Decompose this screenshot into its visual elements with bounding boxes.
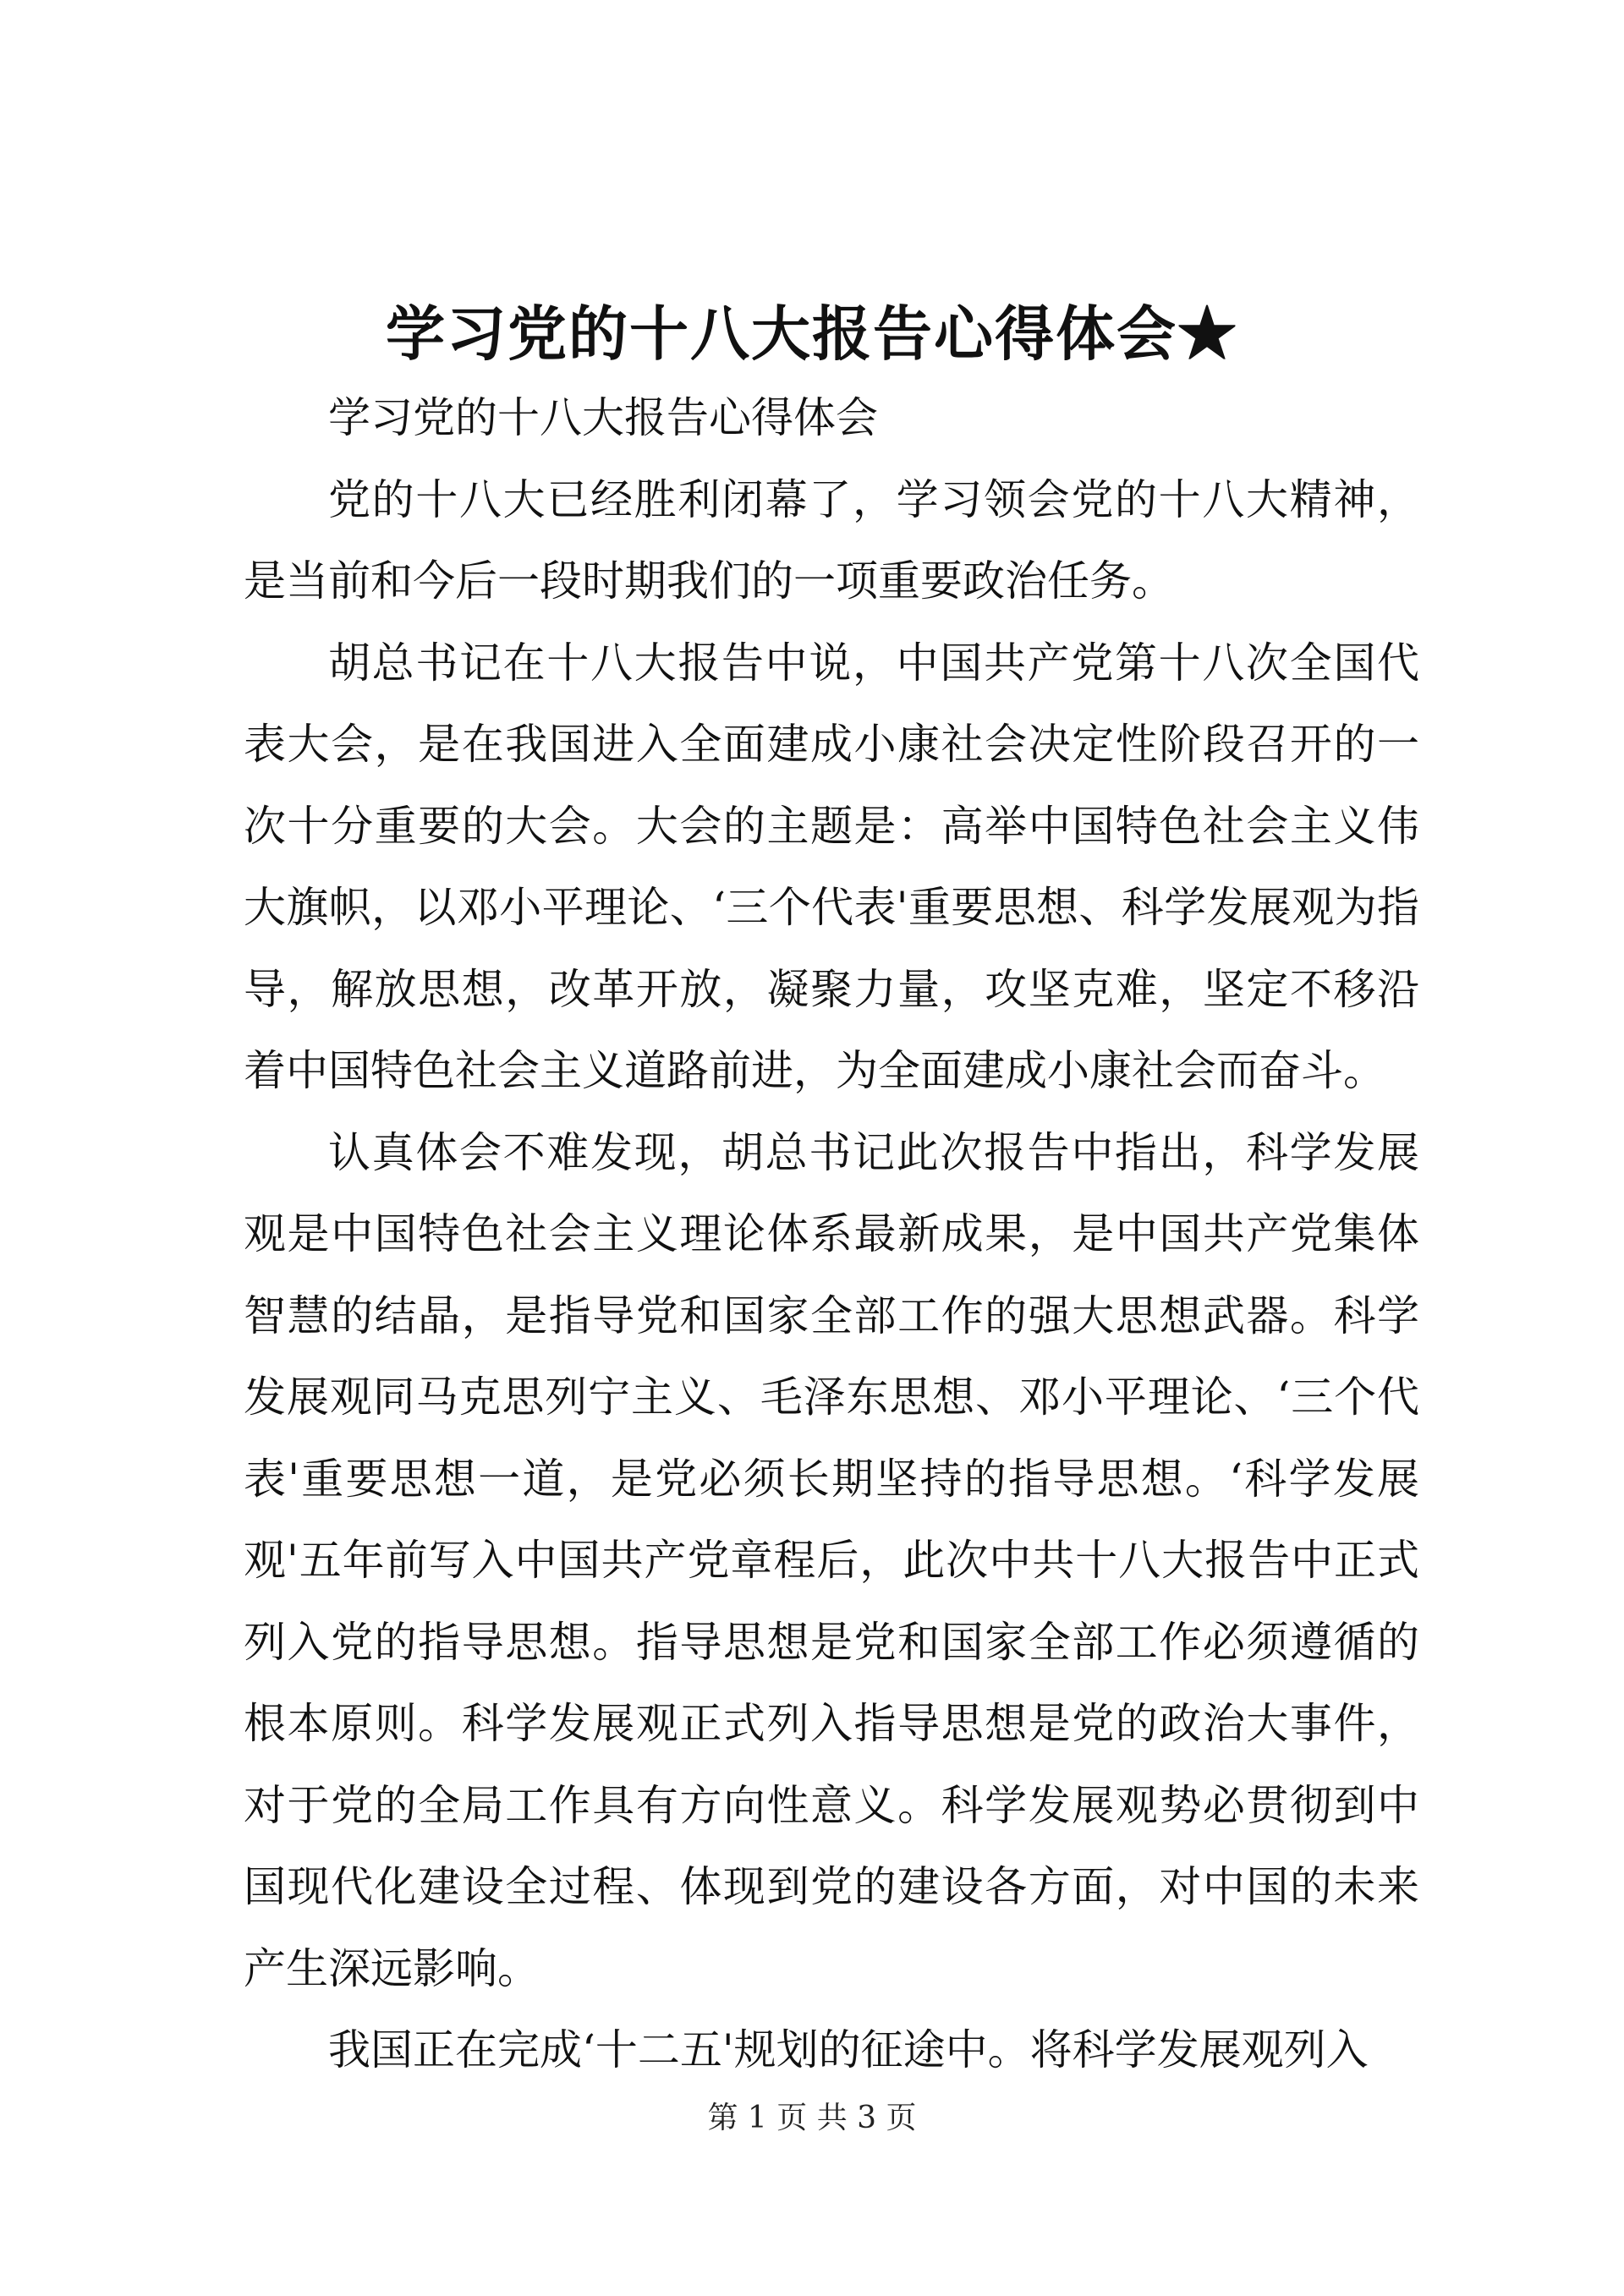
paragraph: 党的十八大已经胜利闭幕了，学习领会党的十八大精神，是当前和今后一段时期我们的一项重要政治任务。	[244, 474, 1419, 606]
paragraph: 认真体会不难发现，胡总书记此次报告中指出，科学发展观是中国特色社会主义理论体系最新成果，是中国共产党集体智慧的结晶，是指导党和国家全部工作的强大思想武器。科学发展观同马克思列宁主义、毛泽东思想、邓小平理论、‘三个代表'重要思想一道，是党必须长期坚持的指导思想。‘科学发展观'五年前写入中国共产党章程后，此次中共十八大报告中正式列入党的指导思想。指导思想是党和国家全部工作必须遵循的根本原则。科学发展观正式列入指导思想是党的政治大事件，对于党的全局工作具有方向性意义。科学发展观势必贯彻到中国现代化建设全过程、体现到党的建设各方面，对中国的未来产生深远影响。	[244, 1127, 1419, 1993]
document-title: 学习党的十八大报告心得体会★	[386, 299, 1238, 369]
document-body	[244, 377, 1419, 2091]
page-number-footer: 第 1 页 共 3 页	[707, 2101, 917, 2135]
paragraph: 胡总书记在十八大报告中说，中国共产党第十八次全国代表大会，是在我国进入全面建成小康社会决定性阶段召开的一次十分重要的大会。大会的主题是：高举中国特色社会主义伟大旗帜，以邓小平理论、‘三个代表'重要思想、科学发展观为指导，解放思想，改革开放，凝聚力量，攻坚克难，坚定不移沿着中国特色社会主义道路前进，为全面建成小康社会而奋斗。	[244, 638, 1419, 1095]
paragraph-subtitle: 学习党的十八大报告心得体会	[328, 393, 878, 442]
paragraph: 我国正在完成‘十二五'规划的征途中。将科学发展观列入	[328, 2025, 1369, 2074]
